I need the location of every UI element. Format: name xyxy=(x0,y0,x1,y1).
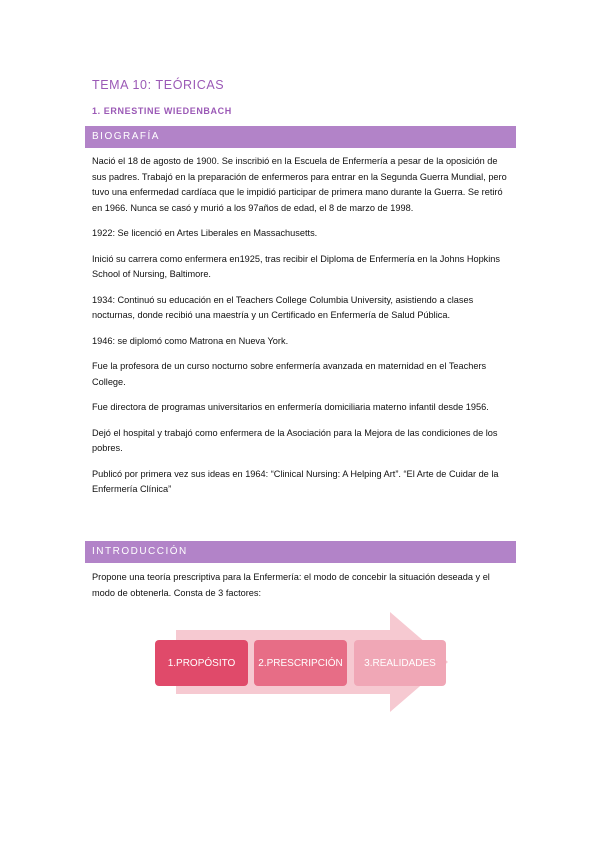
introduccion-heading: INTRODUCCIÓN xyxy=(85,541,516,563)
paragraph: 1922: Se licenció en Artes Liberales en Massachusetts. xyxy=(92,228,318,238)
page-title: TEMA 10: TEÓRICAS xyxy=(92,78,225,92)
paragraph: Publicó por primera vez sus ideas en 1964: “Clinical Nursing: A Helping Art”. “El Arte de Cuidar de la Enfermería Clínica” xyxy=(92,468,499,494)
process-diagram xyxy=(150,612,450,712)
paragraph: Dejó el hospital y trabajó como enfermera de la Asociación para la Mejora de las condiciones de los pobres. xyxy=(92,427,498,453)
paragraph: 1934: Continuó su educación en el Teachers College Columbia University, asistiendo a clases nocturnas, donde recibió una maestría y un Certificado en Enfermería de Salud Pública. xyxy=(92,294,474,320)
section-subtitle: 1. ERNESTINE WIEDENBACH xyxy=(92,106,232,116)
step-proposito: 1.PROPÓSITO xyxy=(155,640,248,686)
introduccion-text: Propone una teoría prescriptiva para la Enfermería: el modo de concebir la situación deseada y el modo de obtenerla. Consta de 3 factores: xyxy=(92,572,490,598)
paragraph: Nació el 18 de agosto de 1900. Se inscribió en la Escuela de Enfermería a pesar de la oposición de sus padres. Trabajó en la preparación de enfermeros para entrar en la Segunda Guerra Mundial, pero tuvo una enfermedad cardíaca que le impidió participar de primera mano durante la Guerra. Se retiró en 1966. Nunca se casó y murió a los 97años de edad, el 8 de marzo de 1998. xyxy=(92,156,507,213)
step-prescripcion: 2.PRESCRIPCIÓN xyxy=(254,640,347,686)
biografia-paragraphs xyxy=(92,154,510,508)
biografia-heading: BIOGRAFÍA xyxy=(85,126,516,148)
paragraph: Fue directora de programas universitarios en enfermería domiciliaria materno infantil desde 1956. xyxy=(92,402,489,412)
paragraph: Inició su carrera como enfermera en1925, tras recibir el Diploma de Enfermería en la Johns Hopkins School of Nursing, Baltimore. xyxy=(92,253,501,279)
step-realidades: 3.REALIDADES xyxy=(354,640,446,686)
paragraph: Fue la profesora de un curso nocturno sobre enfermería avanzada en maternidad en el Teachers College. xyxy=(92,361,487,387)
paragraph: 1946: se diplomó como Matrona en Nueva York. xyxy=(92,335,289,346)
